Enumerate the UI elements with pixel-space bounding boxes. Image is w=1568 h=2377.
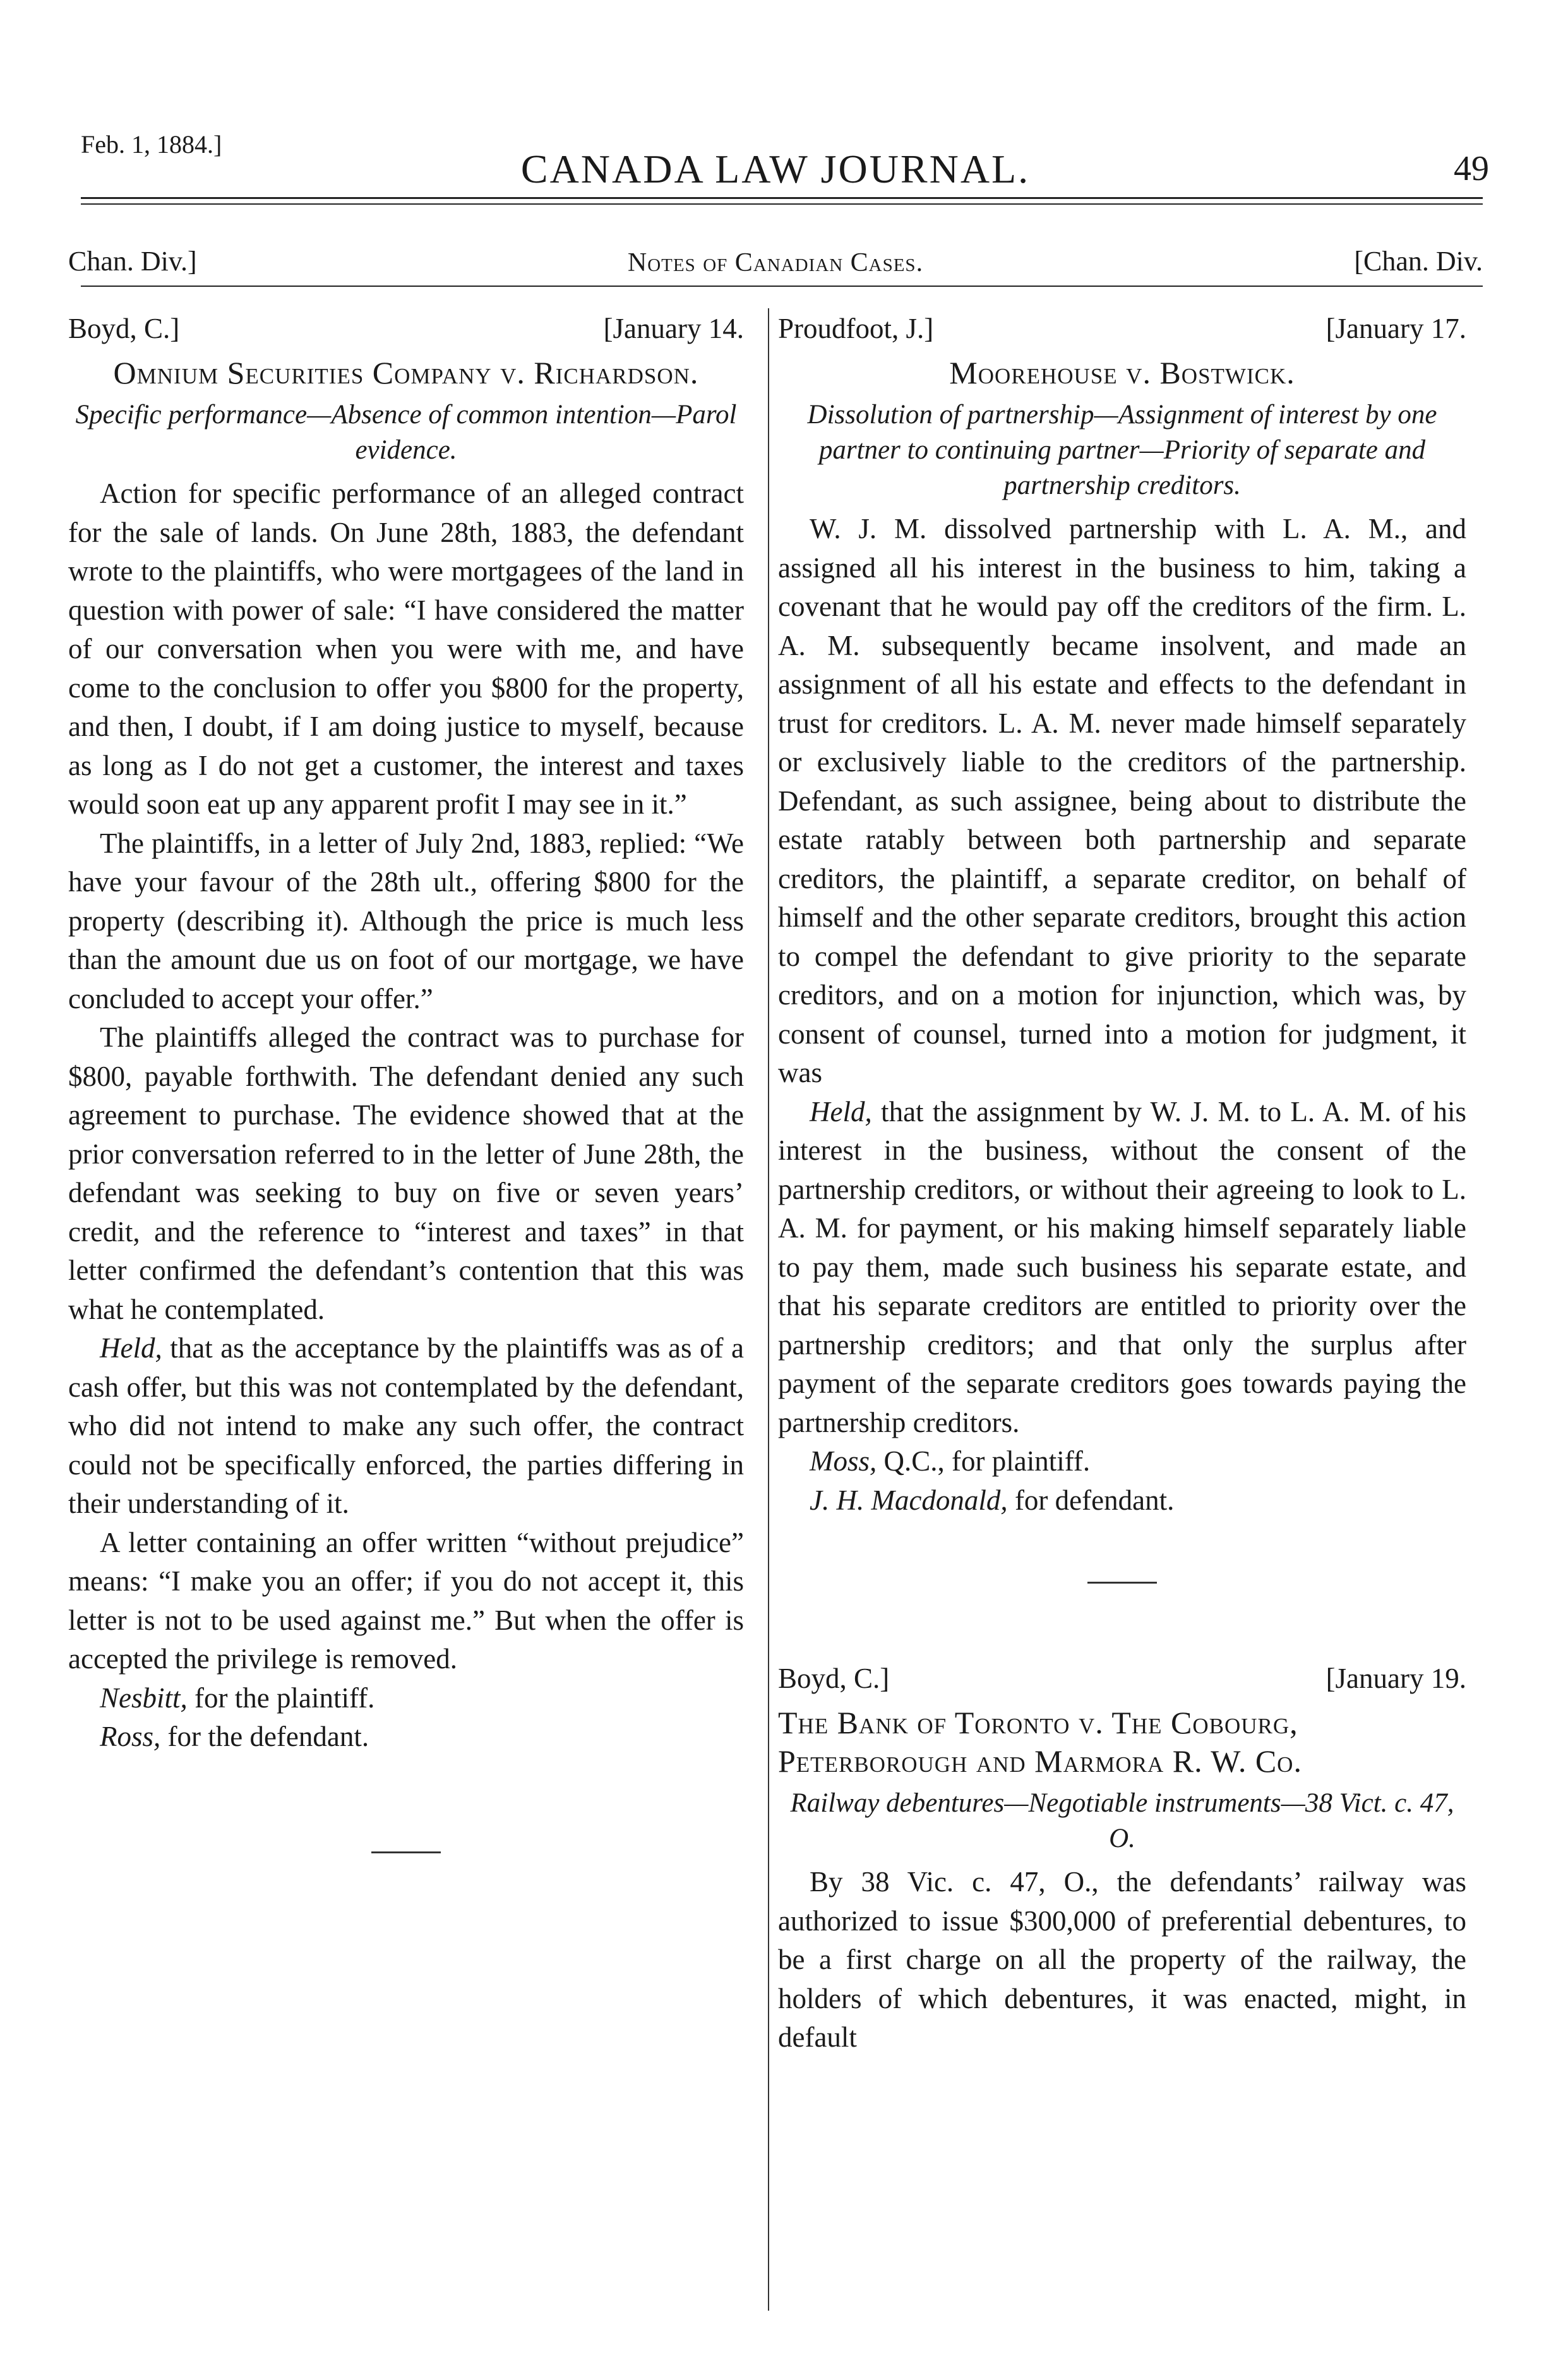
counsel-line <box>778 1442 1466 1481</box>
left-column <box>68 310 744 1853</box>
case-paragraph: W. J. M. dissolved partnership with L. A. M., and assigned all his interest in the business to him, taking a covenant that he would pay off the creditors of the firm. L. A. M. subsequently became insolvent, and made an assignment of all his estate and effects to the defendant in trust for creditors. L. A. M. never made himself separately or exclusively liable to the creditors of the partnership. Defendant, as such assignee, being about to distribute the estate ratably between both partnership and separate creditors, the plaintiff, a separate creditor, on behalf of himself and the other separate creditors, brought this action to compel the defendant to give priority to the separate creditors, and on a motion for injunction, which was, by consent of counsel, turned into a motion for judgment, it was <box>778 513 1466 1088</box>
case-paragraph: A letter containing an offer written “without prejudice” means: “I make you an offer; if you do not accept it, this letter is not to be used against me.” But when the offer is accepted the privilege is removed. <box>68 1526 744 1675</box>
section-rule <box>81 286 1483 287</box>
counsel-line <box>778 1481 1466 1520</box>
case-date: [January 19. <box>1326 1663 1466 1694</box>
case-judge: Boyd, C.] <box>68 313 180 344</box>
case-title: Omnium Securities Company v. Richardson. <box>113 355 699 390</box>
case-paragraph: By 38 Vic. c. 47, O., the defendants’ railway was authorized to issue $300,000 of preferential debentures, to be a first charge on all the property of the railway, the holders of which debentures, it was enacted, might, in default <box>778 1866 1466 2053</box>
journal-title: CANADA LAW JOURNAL. <box>520 147 1031 191</box>
case-headnote: Dissolution of partnership—Assignment of interest by one partner to continuing partner—Priority of separate and partnership creditors. <box>807 400 1437 500</box>
case-date: [January 17. <box>1326 313 1466 344</box>
case-holding <box>778 1093 1466 1443</box>
counsel-name: Ross, <box>100 1721 161 1752</box>
holding-text: that the assignment by W. J. M. to L. A. M. of his interest in the business, without the consent of the partnership creditors, or without their agreeing to look to L. A. M. for payment, or his making himself separately liable to pay them, made such business his separate estate, and that his separate creditors are entitled to priority over the partnership creditors; and that only the surplus after payment of the separate creditors goes towards paying the partnership creditors. <box>778 1095 1466 1438</box>
counsel-name: Moss, <box>810 1445 877 1477</box>
case-title: The Bank of Toronto v. The Cobourg, Peterborough and Marmora R. W. Co. <box>778 1705 1302 1779</box>
case-date: [January 14. <box>603 313 744 344</box>
counsel-role: for defendant. <box>1007 1484 1175 1516</box>
counsel-line <box>68 1718 744 1757</box>
case-paragraph: Action for specific performance of an alleged contract for the sale of lands. On June 28th, 1883, the defendant wrote to the plaintiffs, who were mortgagees of the land in question with power of sale: “I have considered the matter of our conversation when you were with me, and have come to the conclusion to offer you $800 for the property, and then, I doubt, if I am doing justice to myself, because as long as I do not get a customer, the interest and taxes would soon eat up any apparent profit I may see in it.” <box>68 478 744 820</box>
case-separator <box>1087 1582 1157 1584</box>
column-divider <box>768 308 769 2311</box>
header-rule-thick <box>81 197 1483 199</box>
counsel-name: J. H. Macdonald, <box>810 1484 1008 1516</box>
held-word: Held, <box>810 1095 872 1128</box>
case-meta <box>68 310 744 349</box>
counsel-role: for the defendant. <box>160 1721 369 1752</box>
held-word: Held, <box>100 1332 162 1364</box>
case-meta <box>778 1659 1466 1699</box>
case-separator <box>371 1851 441 1853</box>
case-headnote: Specific performance—Absence of common intention—Parol evidence. <box>75 400 737 465</box>
case-judge: Boyd, C.] <box>778 1663 890 1694</box>
holding-text: that as the acceptance by the plaintiffs was as of a cash offer, but this was not contemplated by the defendant, who did not intend to make any such offer, the contract could not be specifically enforced, the parties differing in their understanding of it. <box>68 1332 744 1519</box>
counsel-line <box>68 1679 744 1718</box>
case-judge: Proudfoot, J.] <box>778 313 934 344</box>
running-head <box>68 129 1489 191</box>
case-paragraph: The plaintiffs, in a letter of July 2nd, 1883, replied: “We have your favour of the 28th ult., offering $800 for the property (describing it). Although the price is much less than the amount due us on foot of our mortgage, we have concluded to accept your offer.” <box>68 827 744 1014</box>
case-title: Moorehouse v. Bostwick. <box>949 355 1295 390</box>
case-meta <box>778 310 1466 349</box>
issue-date: Feb. 1, 1884.] <box>81 130 222 159</box>
case-headnote: Railway debentures—Negotiable instruments—38 Vict. c. 47, O. <box>790 1788 1454 1853</box>
counsel-role: for the plaintiff. <box>187 1682 375 1714</box>
section-head <box>68 245 1483 289</box>
page-number: 49 <box>1454 149 1489 188</box>
counsel-role: Q.C., for plaintiff. <box>877 1445 1091 1477</box>
header-rule-thin <box>81 203 1483 205</box>
right-column <box>778 310 1466 2057</box>
section-head-title: Notes of Canadian Cases. <box>627 248 924 277</box>
section-head-left: Chan. Div.] <box>68 246 197 277</box>
case-holding <box>68 1329 744 1524</box>
case-paragraph: The plaintiffs alleged the contract was to purchase for $800, payable forthwith. The defendant denied any such agreement to purchase. The evidence showed that at the prior conversation referred to in the letter of June 28th, the defendant was seeking to buy on five or seven years’ credit, and the reference to “interest and taxes” in that letter confirmed the defendant’s contention that this was what he contemplated. <box>68 1021 744 1325</box>
counsel-name: Nesbitt, <box>100 1682 188 1714</box>
section-head-right: [Chan. Div. <box>1354 246 1483 277</box>
